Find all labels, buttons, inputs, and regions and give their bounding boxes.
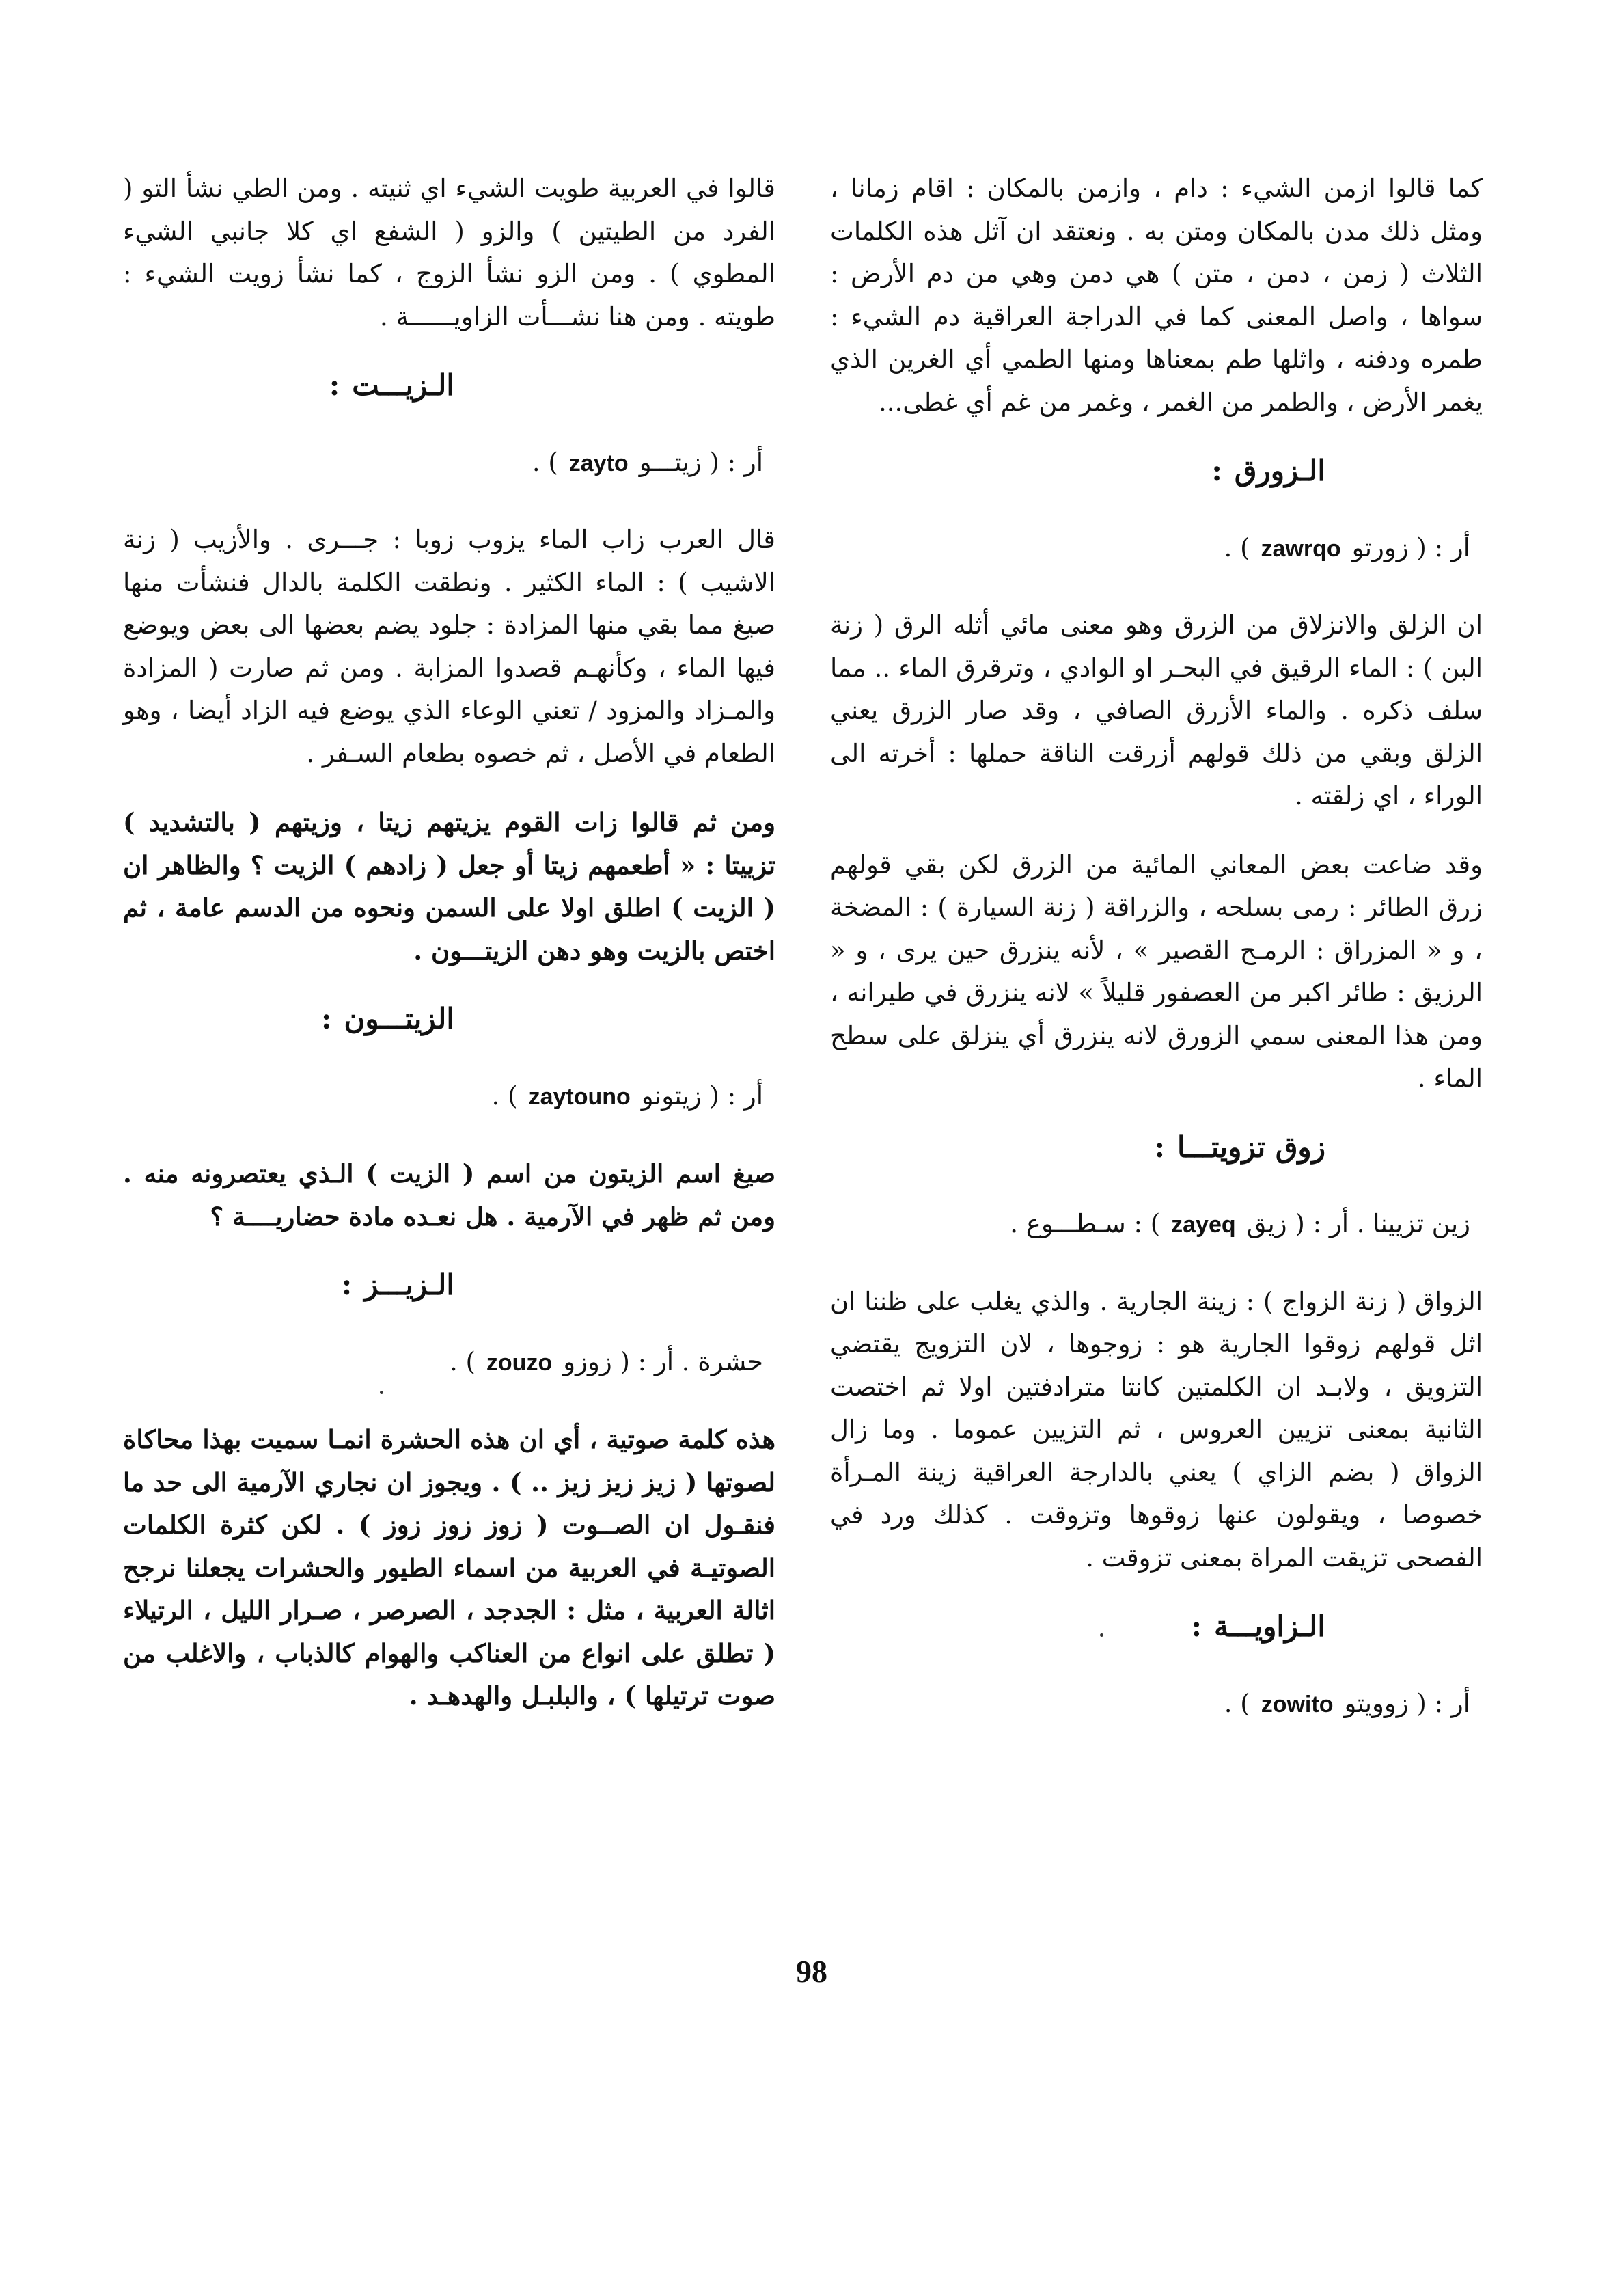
etymology-zayt: أر : ( زيتـــوzayto) . — [532, 447, 763, 477]
paragraph-zawraq-1: ان الزلق والانزلاق من الزرق وهو معنى مائي أثله الرق ( زنة البن ) : الماء الرقيق في البحـر او الوادي ، وترقرق الماء .. مما سلف ذكره . والماء الأزرق الصافي ، وقد صار الزرق يعني الزلق وبقي من ذلك قولهم أزرقت الناقة حملها : أخرته الى الوراء ، اي زلقته . — [830, 610, 1483, 811]
etymology-zawraq: أر : ( زورتوzawrqo) . — [1224, 532, 1470, 562]
entry-heading-zayt: الـزيـــت: — [329, 368, 454, 402]
entry-heading-zawq: زوق تزويتـــا: — [1154, 1130, 1325, 1164]
etymology-zizz: حشرة . أر : ( زوزوzouzo) . — [449, 1346, 763, 1376]
entry-heading-zawiya: الـزاويـــة: — [1191, 1609, 1325, 1643]
paragraph-zawraq-2: وقد ضاعت بعض المعاني المائية من الزرق لكن بقي قولهم زرق الطائر : رمى بسلحه ، والزراقة ( زنة السيارة ) : المضخة ، و « المزراق : الرمـح القصير » ، لأنه ينزرق حين يرى ، و « الرزيق : طائر اكبر من العصفور قليلاً » لانه ينزرق في طيرانه ، ومن هذا المعنى سمي الزورق لانه ينزرق أي ينزلق على سطح الماء . — [830, 849, 1483, 1093]
scan-speck — [1100, 1633, 1103, 1637]
paragraph-zawq-1: الزواق ( زنة الزواج ) : زينة الجارية . والذي يغلب على ظننا ان اثل قولهم زوقوا الجارية هو : زوجوها ، لان التزويج يقتضي التزويق ، ولابـد ان الكلمتين كانتا مترادفتين اولا ثم اختصت الثانية بمعنى تزيين العروس ، ثم التزيين عموما . وما زال الزواق ( بضم الزاي ) يعني بالدارجة العراقية زينة المـرأة خصوصا ، ويقولون عنها زوقوها وتزوقت . كذلك ورد في الفصحى تزيقت المراة بمعنى تزوقت . — [830, 1286, 1483, 1573]
paragraph-zayt-2: ومن ثم قالوا زات القوم يزيتهم زيتا ، وزيتهم ( بالتشديد ) تزييتا : « أطعمهم زيتا أو جعل ( زادهم ) الزيت ؟ والظاهر ان ( الزيت ) اطلق اولا على السمن ونحوه من الدسم عامة ، ثم اختص بالزيت وهو دهن الزيتـــون . — [123, 807, 775, 966]
entry-heading-zaytun: الزيتـــون: — [321, 1002, 454, 1035]
right-column — [830, 167, 1483, 1760]
paragraph-intro-right: كما قالوا ازمن الشيء : دام ، وازمن بالمكان : اقام زمانا ، ومثل ذلك مدن بالمكان ومتن به . ونعتقد ان آثل هذه الكلمات الثلاث ( زمن ، دمن ، متن ) هي دمن وهي من دم الأرض : سواها ، واصل المعنى كما في الدراجة العراقية دم الشيء : طمره ودفنه ، واثلها طم بمعناها ومنها الطمي أي الغرين الذي يغمر الأرض ، والطمر من الغمر ، وغمر من غم أي غطى... — [830, 174, 1483, 417]
entry-heading-zawraq: الـزورق: — [1211, 454, 1325, 487]
paragraph-zizz-1: هذه كلمة صوتية ، أي ان هذه الحشرة انمـا سميت بهذا محاكاة لصوتها ( زيز زيز زيز .. ) . ويجوز ان نجاري الآرمية الى حد ما فنقـول ان الصــوت ( زوز زوز زوز ) . لكن كثرة الكلمات الصوتيـة في العربية من اسماء الطيور والحشرات يجعلنا نرجح اثالة العربية ، مثل : الجدجد ، الصرصر ، صـرار الليل ، الرتيلاء ( تطلق على انواع من العناكب والهوام كالذباب ، والاغلب من صوت ترتيلها ) ، والبلبـل والهدهـد . — [123, 1424, 775, 1711]
left-column — [123, 167, 775, 1743]
etymology-zawiya: أر : ( زوويتوzowito) . — [1224, 1688, 1470, 1718]
etymology-zawq: زين تزيينا . أر : ( زيقzayeq) : سـطـــوع . — [1010, 1209, 1470, 1238]
paragraph-zaytun-1: صيغ اسم الزيتون من اسم ( الزيت ) الـذي يعتصرونه منه . ومن ثم ظهر في الآرمية . هل نعـده مادة حضاريــــة ؟ — [123, 1158, 775, 1232]
paragraph-intro-left: قالوا في العربية طويت الشيء اي ثنيته . ومن الطي نشأ التو ( الفرد من الطيتين ) والزو ( الشفع اي كلا جانبي الشيء المطوي ) . ومن الزو نشأ الزوج ، كما نشأ زويت الشيء : طويته . ومن هنا نشـــأت الزاويــــــة . — [123, 174, 775, 331]
entry-heading-zizz: الـزيـــز: — [341, 1268, 454, 1301]
paragraph-zayt-1: قال العرب زاب الماء يزوب زوبا : جـــرى . والأزيب ( زنة الاشيب ) : الماء الكثير . ونطقت الكلمة بالدال فنشأت منها صيغ مما بقي منها المزادة : جلود يضم بعضها الى بعض ويوضع فيها الماء ، وكأنهـم قصدوا المزابة . ومن ثم صارت ( المزادة والمـزاد والمزود / تعني الوعاء الذي يوضع فيه الزاد أيضا ، وهو الطعام في الأصل ، ثم خصوه بطعام السـفر . — [123, 525, 775, 768]
etymology-zaytun: أر : ( زيتونوzaytouno) . — [491, 1080, 763, 1111]
scan-speck — [380, 1391, 383, 1394]
page-number: 98 — [796, 1954, 827, 1989]
